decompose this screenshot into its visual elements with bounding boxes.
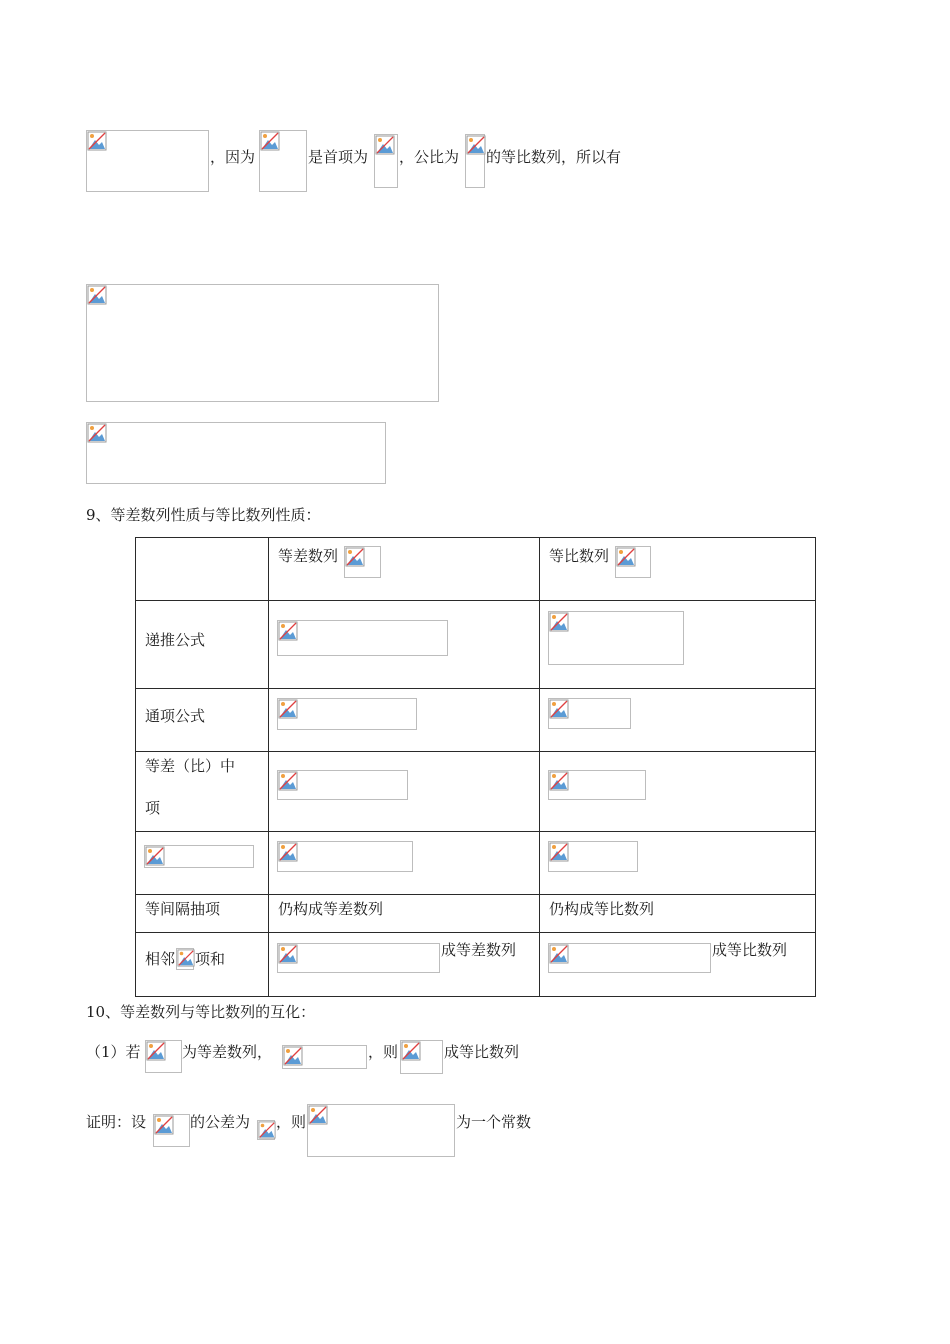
broken-image-icon <box>401 1041 421 1061</box>
broken-image-icon <box>258 1121 276 1139</box>
formula-image <box>400 1040 443 1074</box>
broken-image-icon <box>549 842 569 862</box>
formula-image <box>344 546 381 578</box>
formula-image <box>144 845 254 868</box>
broken-image-icon <box>549 944 569 964</box>
row-label-recursive: 递推公式 <box>145 631 206 649</box>
formula-image <box>548 611 684 665</box>
row-label-adjacent-1: 相邻 <box>145 950 176 968</box>
formula-image <box>548 770 646 800</box>
formula-image <box>86 422 386 484</box>
broken-image-icon <box>260 131 280 151</box>
adjacent-geom: 成等比数列 <box>712 941 788 959</box>
formula-image <box>277 943 440 973</box>
line1-text2: 是首项为 <box>308 148 369 166</box>
broken-image-icon <box>154 1115 174 1135</box>
broken-image-icon <box>278 699 298 719</box>
proof-a: 证明：设 <box>86 1113 147 1131</box>
formula-image <box>257 1120 275 1140</box>
section-9-heading: 9、等差数列性质与等比数列性质： <box>86 506 321 524</box>
broken-image-icon <box>278 771 298 791</box>
row-label-interval: 等间隔抽项 <box>145 900 221 918</box>
broken-image-icon <box>87 423 107 443</box>
formula-image <box>548 841 638 872</box>
formula-image <box>153 1114 190 1147</box>
adjacent-arith: 成等差数列 <box>441 941 517 959</box>
proof-b: 的公差为 <box>190 1113 251 1131</box>
formula-image <box>307 1104 455 1157</box>
formula-image <box>277 770 408 800</box>
formula-image <box>277 841 413 872</box>
row-label-middle-1: 等差（比）中 <box>145 757 236 775</box>
item10-p1-d: 成等比数列 <box>444 1043 520 1061</box>
line1-text1: ，因为 <box>210 148 256 166</box>
row-label-adjacent-2: 项和 <box>195 950 226 968</box>
broken-image-icon <box>87 285 107 305</box>
broken-image-icon <box>278 842 298 862</box>
proof-d: 为一个常数 <box>456 1113 532 1131</box>
formula-image <box>277 620 448 656</box>
row-label-general: 通项公式 <box>145 707 206 725</box>
interval-geom: 仍构成等比数列 <box>549 900 655 918</box>
broken-image-icon <box>308 1105 328 1125</box>
section-10-heading: 10、等差数列与等比数列的互化： <box>86 1003 316 1021</box>
broken-image-icon <box>278 621 298 641</box>
formula-image <box>548 698 631 729</box>
formula-image <box>374 134 398 188</box>
formula-image <box>259 130 307 192</box>
header-arith-label: 等差数列 <box>278 547 339 565</box>
proof-c: ，则 <box>276 1113 307 1131</box>
broken-image-icon <box>283 1046 303 1066</box>
formula-image <box>465 134 485 188</box>
header-geom-label: 等比数列 <box>549 547 610 565</box>
line1-text4: 的等比数列，所以有 <box>486 148 622 166</box>
item10-p1-a: （1）若 <box>86 1043 141 1061</box>
item10-p1-c: ，则 <box>368 1043 399 1061</box>
broken-image-icon <box>549 699 569 719</box>
formula-image <box>282 1045 367 1069</box>
broken-image-icon <box>145 846 165 866</box>
formula-image <box>145 1040 182 1073</box>
broken-image-icon <box>278 944 298 964</box>
formula-image <box>615 546 651 578</box>
broken-image-icon <box>87 131 107 151</box>
broken-image-icon <box>616 547 636 567</box>
broken-image-icon <box>375 135 395 155</box>
table-cell <box>135 537 269 601</box>
formula-image <box>548 943 711 973</box>
item10-p1-b: 为等差数列， <box>182 1043 273 1061</box>
broken-image-icon <box>345 547 365 567</box>
formula-image <box>277 698 417 730</box>
interval-arith: 仍构成等差数列 <box>278 900 384 918</box>
broken-image-icon <box>549 612 569 632</box>
broken-image-icon <box>466 135 486 155</box>
row-label-middle-2: 项 <box>145 799 161 817</box>
broken-image-icon <box>177 949 195 967</box>
broken-image-icon <box>146 1041 166 1061</box>
formula-image <box>86 284 439 402</box>
broken-image-icon <box>549 771 569 791</box>
line1-text3: ，公比为 <box>399 148 460 166</box>
formula-image <box>176 948 194 970</box>
formula-image <box>86 130 209 192</box>
